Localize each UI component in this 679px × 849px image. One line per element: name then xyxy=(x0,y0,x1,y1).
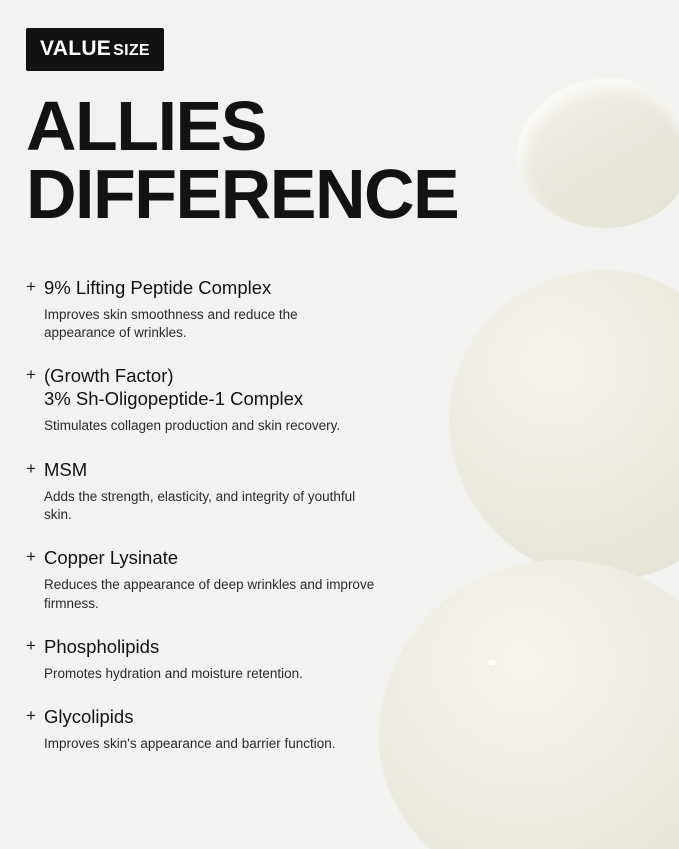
ingredient-title: Phospholipids xyxy=(44,635,160,657)
ingredient-title-line-2: 3% Sh-Oligopeptide-1 Complex xyxy=(44,388,304,410)
list-item xyxy=(26,458,426,525)
value-size-badge xyxy=(26,28,164,71)
list-item xyxy=(26,276,426,343)
list-item xyxy=(26,705,426,753)
badge-light-label: SIZE xyxy=(113,42,150,59)
ingredient-description: Stimulates collagen production and skin recovery. xyxy=(44,418,341,434)
list-item xyxy=(26,364,426,435)
bullet-plus-icon: + xyxy=(26,635,36,655)
headline-line-2: DIFFERENCE xyxy=(26,154,459,233)
ingredient-title: (Growth Factor) xyxy=(44,365,174,387)
badge-bold-label: VALUE xyxy=(40,37,112,60)
headline-line-1: ALLIES xyxy=(26,87,266,165)
ingredient-description: Adds the strength, elasticity, and integrity of youthful skin. xyxy=(44,488,356,523)
ingredient-description: Improves skin smoothness and reduce the appearance of wrinkles. xyxy=(44,306,298,341)
bullet-plus-icon: + xyxy=(26,276,36,296)
ingredient-title: Copper Lysinate xyxy=(44,547,179,569)
ingredient-list xyxy=(26,276,426,754)
page-title xyxy=(26,87,653,233)
ingredient-title: Glycolipids xyxy=(44,706,134,728)
ingredient-description: Improves skin's appearance and barrier function. xyxy=(44,736,336,752)
ingredient-title: MSM xyxy=(44,458,88,480)
bullet-plus-icon: + xyxy=(26,365,36,385)
bullet-plus-icon: + xyxy=(26,547,36,567)
list-item xyxy=(26,546,426,613)
ingredient-title: 9% Lifting Peptide Complex xyxy=(44,276,272,298)
bullet-plus-icon: + xyxy=(26,706,36,726)
list-item xyxy=(26,635,426,683)
bullet-plus-icon: + xyxy=(26,458,36,478)
ingredient-description: Promotes hydration and moisture retention. xyxy=(44,665,303,681)
ingredient-description: Reduces the appearance of deep wrinkles and improve firmness. xyxy=(44,577,375,611)
